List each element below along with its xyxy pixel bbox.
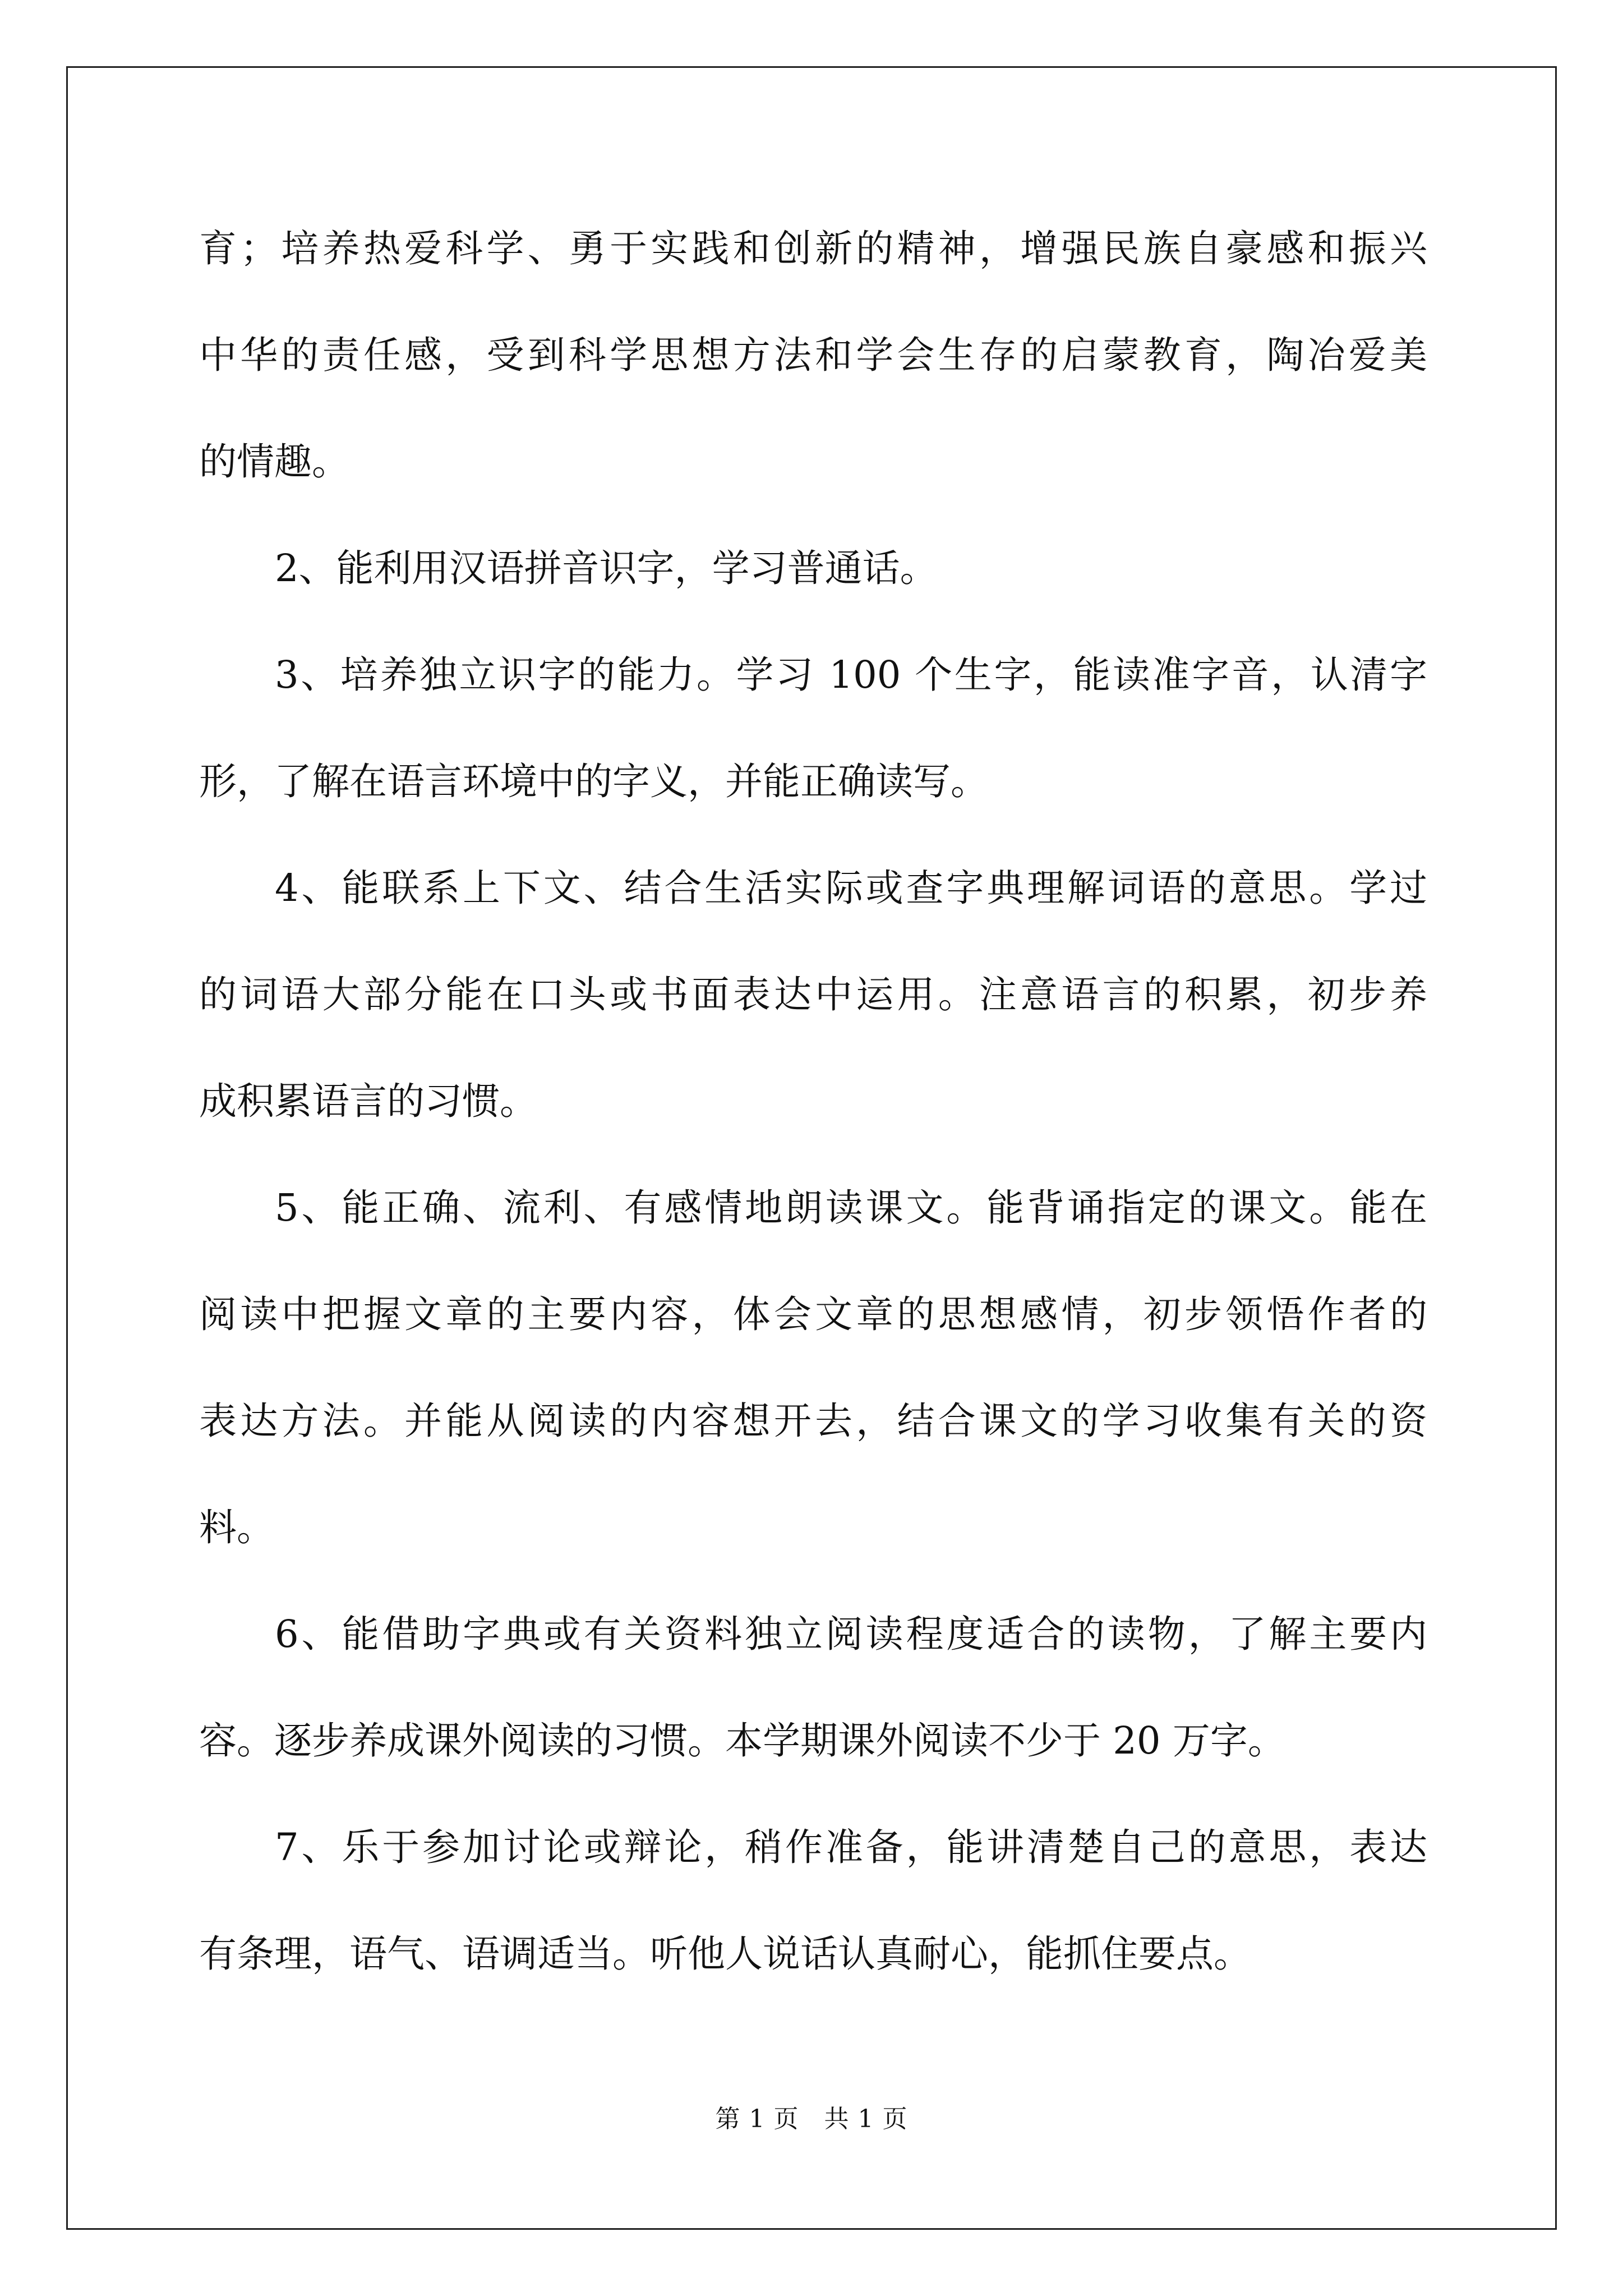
page-border: [66, 66, 1557, 2230]
text-line: 中华的责任感，受到科学思想方法和学会生存的启蒙教育，陶冶爱美: [199, 333, 1427, 377]
text-line: 料。: [199, 1506, 274, 1549]
text-line: 形，了解在语言环境中的字义，并能正确读写。: [199, 760, 988, 803]
text-line: 3、培养独立识字的能力。学习 100 个生字，能读准字音，认清字: [275, 653, 1427, 697]
text-line: 的情趣。: [199, 440, 349, 484]
page-number-footer: 第 1 页 共 1 页: [715, 2105, 908, 2133]
text-line: 2、能利用汉语拼音识字，学习普通话。: [275, 546, 938, 590]
text-line: 6、能借助字典或有关资料独立阅读程度适合的读物，了解主要内: [275, 1612, 1427, 1656]
text-line: 的词语大部分能在口头或书面表达中运用。注意语言的积累，初步养: [199, 973, 1427, 1016]
text-line: 阅读中把握文章的主要内容，体会文章的思想感情，初步领悟作者的: [199, 1292, 1427, 1336]
text-line: 容。逐步养成课外阅读的习惯。本学期课外阅读不少于 20 万字。: [199, 1719, 1285, 1763]
text-line: 7、乐于参加讨论或辩论，稍作准备，能讲清楚自己的意思，表达: [275, 1825, 1427, 1869]
text-line: 表达方法。并能从阅读的内容想开去，结合课文的学习收集有关的资: [199, 1399, 1427, 1443]
text-line: 4、能联系上下文、结合生活实际或查字典理解词语的意思。学过: [275, 866, 1427, 910]
text-line: 有条理，语气、语调适当。听他人说话认真耐心，能抓住要点。: [199, 1932, 1251, 1976]
text-line: 5、能正确、流利、有感情地朗读课文。能背诵指定的课文。能在: [275, 1186, 1427, 1230]
text-line: 成积累语言的习惯。: [199, 1079, 537, 1123]
text-line: 育；培养热爱科学、勇于实践和创新的精神，增强民族自豪感和振兴: [199, 227, 1427, 270]
